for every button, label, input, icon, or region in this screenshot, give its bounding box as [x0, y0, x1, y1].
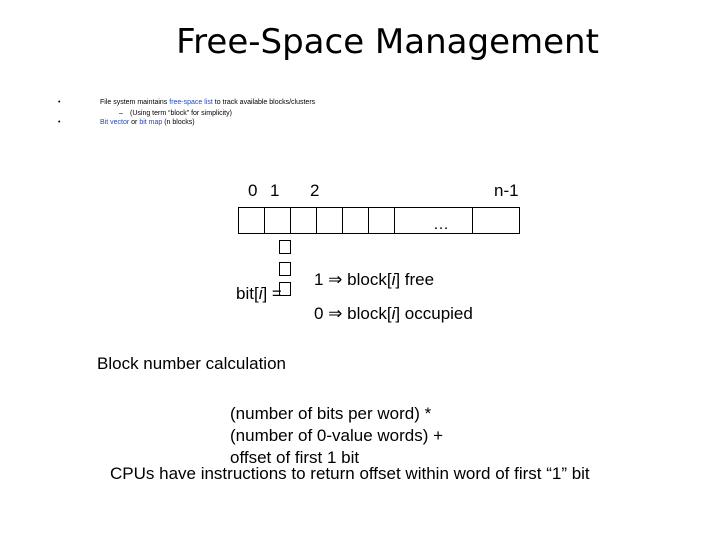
index-label-1: 1: [270, 181, 280, 200]
case-occupied: [314, 304, 473, 324]
bullet-marker: •: [58, 99, 61, 106]
bullet-text: File system maintains: [100, 99, 170, 106]
bit-label-var: i: [258, 284, 263, 303]
bullet-highlight: Bit vector: [100, 119, 130, 126]
case-text: ] free: [395, 270, 435, 289]
bit-cell: [473, 208, 519, 233]
bit-cell: [239, 208, 265, 233]
case-var: i: [391, 304, 396, 323]
bit-cell: [291, 208, 317, 233]
index-label-n-minus-1: n-1: [494, 181, 519, 200]
bullet-marker: •: [58, 119, 61, 126]
calc-line-2: (number of 0-value words) +: [230, 426, 444, 445]
bit-label-text: bit[: [236, 284, 259, 303]
bullet-highlight: bit map: [139, 119, 163, 126]
calc-line-1: (number of bits per word) *: [230, 404, 432, 423]
bullet-free-space-list: [100, 99, 315, 106]
bullet-highlight: free-space list: [169, 99, 213, 106]
bullet-bit-vector: [100, 119, 195, 126]
bit-cell: [343, 208, 369, 233]
bit-label-text: ] =: [262, 284, 282, 303]
sub-bullet-marker: –: [119, 110, 123, 117]
sub-bullet-block-term: (Using term “block” for simplicity): [130, 110, 232, 117]
calc-heading: Block number calculation: [97, 354, 286, 373]
bit-equation-label: [236, 284, 282, 304]
index-label-0: 0: [248, 181, 258, 200]
bit-cell: [317, 208, 343, 233]
case-text: 0 ⇒ block[: [314, 304, 392, 323]
brace-middle-glyph-icon: [279, 262, 291, 276]
case-text: ] occupied: [395, 304, 473, 323]
slide-title: Free-Space Management: [176, 22, 599, 62]
index-label-2: 2: [310, 181, 320, 200]
ellipsis: …: [433, 216, 449, 233]
brace-top-glyph-icon: [279, 240, 291, 254]
bit-vector-cells: [238, 207, 520, 234]
case-free: [314, 270, 434, 290]
calc-line-3: offset of first 1 bit: [230, 448, 360, 467]
bullet-text: (n blocks): [162, 119, 195, 126]
bit-cell: [265, 208, 291, 233]
case-var: i: [391, 270, 396, 289]
bit-cell: [369, 208, 395, 233]
bullet-text: or: [129, 119, 140, 126]
bullet-text: to track available blocks/clusters: [212, 99, 316, 106]
calc-line-4: CPUs have instructions to return offset within word of first “1” bit: [110, 464, 590, 483]
case-text: 1 ⇒ block[: [314, 270, 392, 289]
